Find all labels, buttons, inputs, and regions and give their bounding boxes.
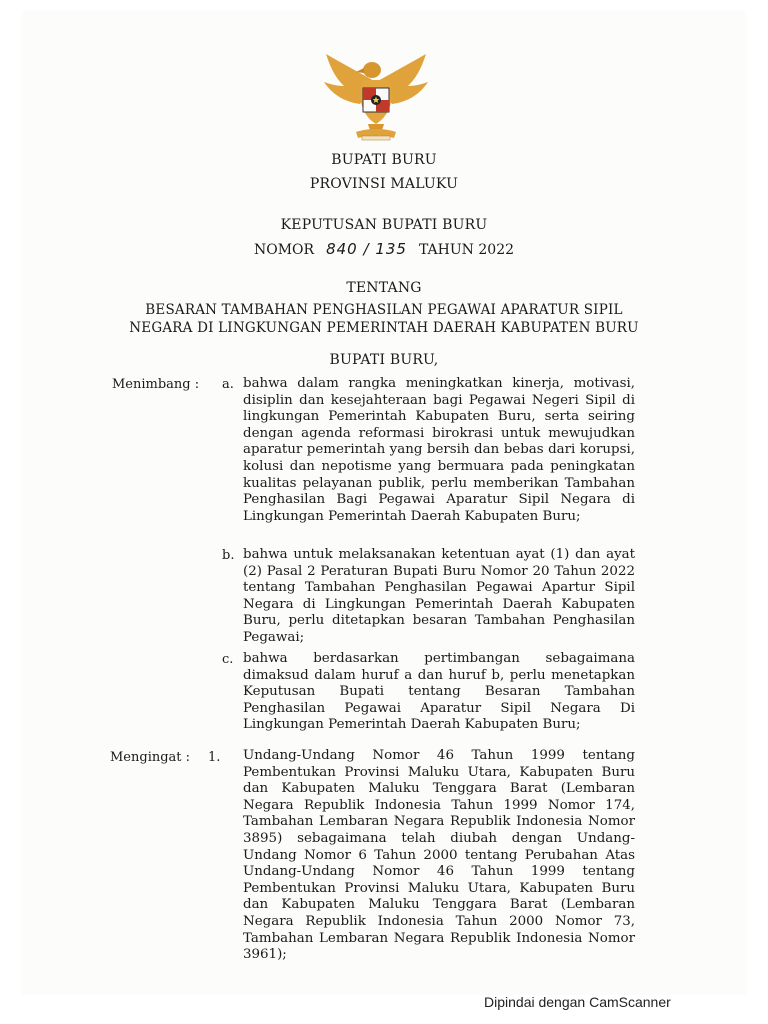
menimbang-marker-a: a. [222, 377, 234, 392]
header-title-line2: PROVINSI MALUKU [309, 176, 459, 192]
nomor-value-handwritten: 840 / 135 [326, 240, 407, 258]
nomor-label: NOMOR [253, 242, 315, 258]
menimbang-item-b: bahwa untuk melaksanakan ketentuan ayat (1) dan ayat (2) Pasal 2 Peraturan Bupati Buru Nomor 20 Tahun 2022 tentang Tambahan Penghasilan Pegawai Apartur Sipil Negara di Lingkungan Pemerintah Daerah Kabupaten Buru, perlu ditetapkan besaran Tambahan Penghasilan Pegawai; [243, 547, 635, 645]
menimbang-marker-c: c. [222, 652, 234, 667]
menimbang-marker-b: b. [222, 548, 235, 563]
header-title-line1: BUPATI BURU [331, 152, 437, 168]
subject-line1: BESARAN TAMBAHAN PENGHASILAN PEGAWAI APARATUR SIPIL [145, 302, 623, 318]
mengingat-label: Mengingat : [110, 750, 191, 765]
decree-year: TAHUN 2022 [418, 242, 515, 258]
menimbang-item-c: bahwa berdasarkan pertimbangan sebagaimana dimaksud dalam huruf a dan huruf b, perlu menetapkan Keputusan Bupati tentang Besaran Tambahan Penghasilan Pegawai Aparatur Sipil Negara Di Lingkungan Pemerintah Daerah Kabupaten Buru; [243, 651, 635, 733]
garuda-emblem-icon [318, 52, 434, 146]
subject-line2: NEGARA DI LINGKUNGAN PEMERINTAH DAERAH KABUPATEN BURU [129, 320, 639, 336]
decree-number-line [0, 240, 768, 258]
decree-title: KEPUTUSAN BUPATI BURU [280, 217, 488, 233]
menimbang-item-a: bahwa dalam rangka meningkatkan kinerja, motivasi, disiplin dan kesejahteraan bagi Pegawai Negeri Sipil di lingkungan Pemerintah Kabupaten Buru, serta seiring dengan agenda reformasi birokrasi untuk mewujudkan aparatur pemerintah yang bersih dan bebas dari korupsi, kolusi dan nepotisme yang bermuara pada peningkatan kualitas pelayanan publik, perlu memberikan Tambahan Penghasilan Bagi Pegawai Aparatur Sipil Negara di Lingkungan Pemerintah Daerah Kabupaten Buru; [243, 376, 635, 524]
mengingat-marker-1: 1. [208, 750, 221, 765]
camscanner-footer: Dipindai dengan CamScanner [484, 994, 671, 1010]
menimbang-label: Menimbang : [112, 377, 200, 392]
mengingat-item-1: Undang-Undang Nomor 46 Tahun 1999 tentang Pembentukan Provinsi Maluku Utara, Kabupaten Buru dan Kabupaten Maluku Tenggara Barat (Lembaran Negara Republik Indonesia Tahun 1999 Nomor 174, Tambahan Lembaran Negara Republik Indonesia Nomor 3895) sebagaimana telah diubah dengan Undang-Undang Nomor 6 Tahun 2000 tentang Perubahan Atas Undang-Undang Nomor 46 Tahun 1999 tentang Pembentukan Provinsi Maluku Utara, Kabupaten Buru dan Kabupaten Maluku Tenggara Barat (Lembaran Negara Republik Indonesia Tahun 2000 Nomor 73, Tambahan Lembaran Negara Republik Indonesia Nomor 3961); [243, 748, 635, 963]
authority-heading: BUPATI BURU, [329, 352, 439, 368]
tentang-heading: TENTANG [346, 280, 422, 296]
